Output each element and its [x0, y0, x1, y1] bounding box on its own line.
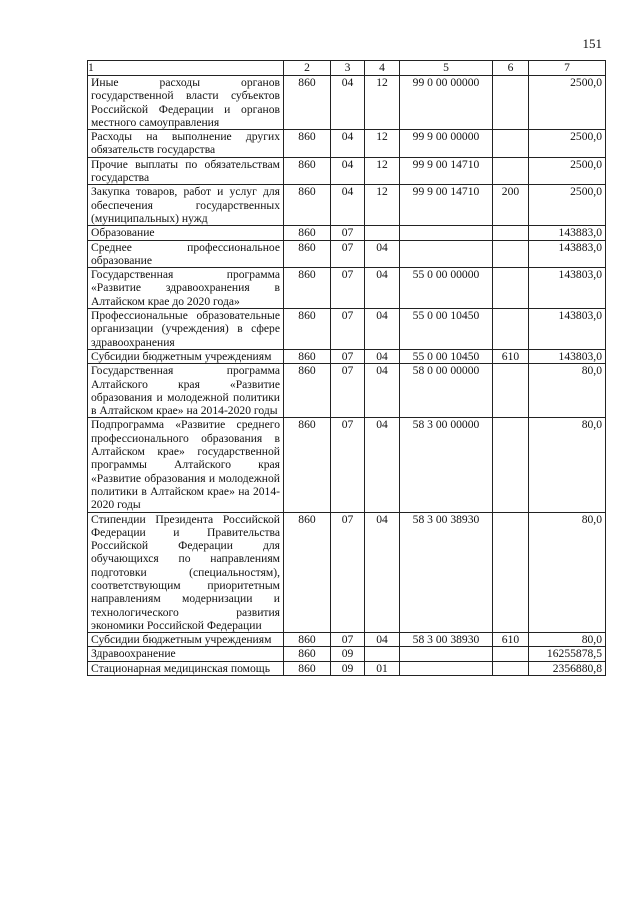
row-name: Стационарная медицинская помощь — [88, 661, 284, 675]
row-name: Субсидии бюджетным учреждениям — [88, 633, 284, 647]
row-code-admin: 860 — [284, 512, 331, 633]
row-subsection: 04 — [365, 364, 400, 418]
row-expense-type: 200 — [493, 185, 529, 226]
table-row — [88, 268, 606, 309]
row-target-article — [400, 226, 493, 240]
row-section: 07 — [331, 418, 365, 512]
row-section: 07 — [331, 349, 365, 363]
row-code-admin: 860 — [284, 185, 331, 226]
header-col-5: 5 — [400, 61, 493, 76]
row-target-article: 99 9 00 14710 — [400, 185, 493, 226]
budget-table — [87, 60, 606, 676]
row-target-article: 58 3 00 38930 — [400, 633, 493, 647]
row-subsection: 12 — [365, 157, 400, 185]
row-amount: 80,0 — [529, 364, 606, 418]
row-subsection: 12 — [365, 76, 400, 130]
page-number: 151 — [582, 36, 602, 51]
row-amount: 2500,0 — [529, 130, 606, 158]
row-amount: 80,0 — [529, 633, 606, 647]
table-row — [88, 185, 606, 226]
row-section: 04 — [331, 130, 365, 158]
row-expense-type — [493, 240, 529, 268]
table-row — [88, 364, 606, 418]
row-name: Иные расходы органов государственной власти субъектов Российской Федерации и органов местного самоуправления — [88, 76, 284, 130]
row-name: Государственная программа Алтайского края «Развитие образования и молодежной политики в Алтайском крае» на 2014-2020 годы — [88, 364, 284, 418]
row-subsection: 04 — [365, 349, 400, 363]
row-amount: 143803,0 — [529, 309, 606, 350]
row-target-article: 99 9 00 00000 — [400, 130, 493, 158]
row-code-admin: 860 — [284, 240, 331, 268]
row-target-article — [400, 647, 493, 661]
row-subsection: 04 — [365, 268, 400, 309]
table-row — [88, 418, 606, 512]
row-target-article: 58 3 00 00000 — [400, 418, 493, 512]
table-header — [88, 61, 606, 76]
row-subsection: 04 — [365, 512, 400, 633]
row-expense-type — [493, 364, 529, 418]
table-row — [88, 661, 606, 675]
table-row — [88, 130, 606, 158]
table-row — [88, 633, 606, 647]
row-amount: 143803,0 — [529, 268, 606, 309]
row-amount: 80,0 — [529, 418, 606, 512]
table-row — [88, 349, 606, 363]
row-section: 09 — [331, 661, 365, 675]
row-target-article: 99 9 00 14710 — [400, 157, 493, 185]
row-target-article: 55 0 00 10450 — [400, 309, 493, 350]
row-expense-type — [493, 647, 529, 661]
row-expense-type — [493, 512, 529, 633]
header-col-3: 3 — [331, 61, 365, 76]
row-target-article — [400, 661, 493, 675]
row-expense-type — [493, 157, 529, 185]
row-name: Здравоохранение — [88, 647, 284, 661]
row-section: 07 — [331, 240, 365, 268]
row-target-article — [400, 240, 493, 268]
row-amount: 143803,0 — [529, 349, 606, 363]
row-amount: 143883,0 — [529, 226, 606, 240]
row-section: 04 — [331, 157, 365, 185]
row-code-admin: 860 — [284, 364, 331, 418]
header-col-6: 6 — [493, 61, 529, 76]
row-expense-type — [493, 226, 529, 240]
row-target-article: 55 0 00 10450 — [400, 349, 493, 363]
table-row — [88, 157, 606, 185]
header-col-1: 1 — [88, 61, 284, 76]
row-target-article: 99 0 00 00000 — [400, 76, 493, 130]
header-col-4: 4 — [365, 61, 400, 76]
row-code-admin: 860 — [284, 268, 331, 309]
row-section: 07 — [331, 226, 365, 240]
row-subsection: 12 — [365, 185, 400, 226]
row-target-article: 55 0 00 00000 — [400, 268, 493, 309]
row-section: 07 — [331, 268, 365, 309]
table-row — [88, 647, 606, 661]
table-row — [88, 309, 606, 350]
row-section: 07 — [331, 364, 365, 418]
row-section: 07 — [331, 512, 365, 633]
row-amount: 80,0 — [529, 512, 606, 633]
header-col-7: 7 — [529, 61, 606, 76]
table-row — [88, 240, 606, 268]
row-name: Прочие выплаты по обязательствам государства — [88, 157, 284, 185]
table-row — [88, 226, 606, 240]
row-subsection: 12 — [365, 130, 400, 158]
row-amount: 2500,0 — [529, 76, 606, 130]
row-subsection: 04 — [365, 240, 400, 268]
row-expense-type — [493, 418, 529, 512]
row-subsection: 04 — [365, 633, 400, 647]
row-expense-type: 610 — [493, 349, 529, 363]
row-name: Среднее профессиональное образование — [88, 240, 284, 268]
row-code-admin: 860 — [284, 157, 331, 185]
row-section: 04 — [331, 185, 365, 226]
row-code-admin: 860 — [284, 130, 331, 158]
row-code-admin: 860 — [284, 661, 331, 675]
row-code-admin: 860 — [284, 647, 331, 661]
row-subsection: 01 — [365, 661, 400, 675]
row-target-article: 58 0 00 00000 — [400, 364, 493, 418]
row-section: 07 — [331, 633, 365, 647]
row-section: 09 — [331, 647, 365, 661]
row-name: Закупка товаров, работ и услуг для обеспечения государственных (муниципальных) нужд — [88, 185, 284, 226]
row-code-admin: 860 — [284, 76, 331, 130]
row-name: Профессиональные образовательные организации (учреждения) в сфере здравоохранения — [88, 309, 284, 350]
row-subsection: 04 — [365, 418, 400, 512]
row-amount: 16255878,5 — [529, 647, 606, 661]
row-section: 04 — [331, 76, 365, 130]
header-row — [88, 61, 606, 76]
row-code-admin: 860 — [284, 418, 331, 512]
table-row — [88, 76, 606, 130]
row-expense-type — [493, 76, 529, 130]
row-expense-type — [493, 268, 529, 309]
row-subsection — [365, 226, 400, 240]
row-name: Стипендии Президента Российской Федерации и Правительства Российской Федерации для обучающихся по направлениям подготовки (специальностям), соответствующим приоритетным направлениям модернизации и технологического развития экономики Российской Федерации — [88, 512, 284, 633]
row-code-admin: 860 — [284, 226, 331, 240]
row-code-admin: 860 — [284, 349, 331, 363]
row-code-admin: 860 — [284, 309, 331, 350]
row-expense-type: 610 — [493, 633, 529, 647]
row-target-article: 58 3 00 38930 — [400, 512, 493, 633]
table-body — [88, 76, 606, 676]
row-subsection: 04 — [365, 309, 400, 350]
row-name: Расходы на выполнение других обязательств государства — [88, 130, 284, 158]
row-name: Субсидии бюджетным учреждениям — [88, 349, 284, 363]
table-row — [88, 512, 606, 633]
row-subsection — [365, 647, 400, 661]
row-amount: 2356880,8 — [529, 661, 606, 675]
row-name: Подпрограмма «Развитие среднего профессионального образования в Алтайском крае» государственной программы Алтайского края «Развитие образования и молодежной политики в Алтайском крае» на 2014-2020 годы — [88, 418, 284, 512]
row-amount: 2500,0 — [529, 157, 606, 185]
row-section: 07 — [331, 309, 365, 350]
row-name: Образование — [88, 226, 284, 240]
header-col-2: 2 — [284, 61, 331, 76]
row-name: Государственная программа «Развитие здравоохранения в Алтайском крае до 2020 года» — [88, 268, 284, 309]
row-amount: 143883,0 — [529, 240, 606, 268]
row-code-admin: 860 — [284, 633, 331, 647]
row-amount: 2500,0 — [529, 185, 606, 226]
row-expense-type — [493, 661, 529, 675]
row-expense-type — [493, 309, 529, 350]
row-expense-type — [493, 130, 529, 158]
